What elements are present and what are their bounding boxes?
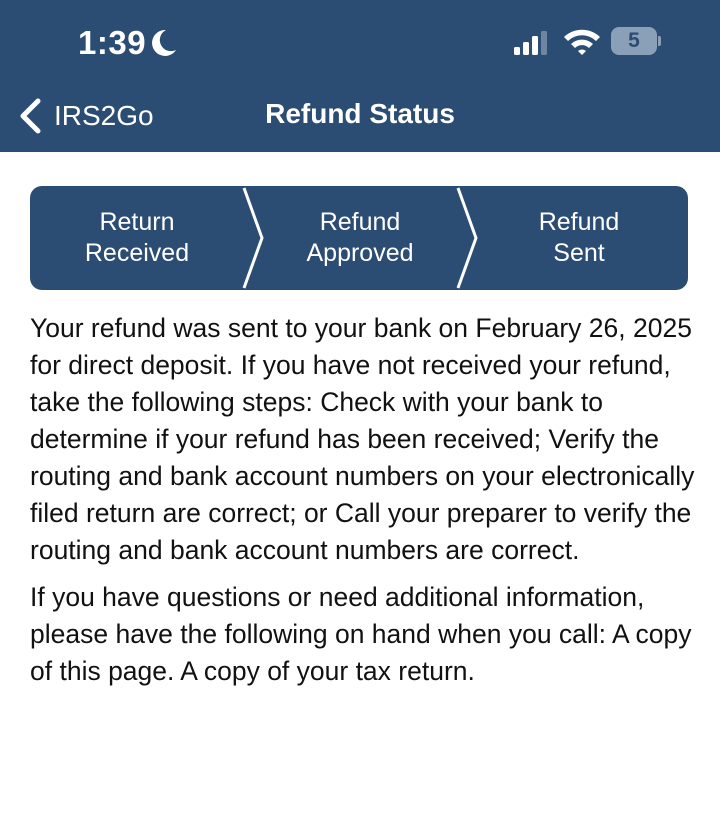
back-button[interactable] <box>18 96 154 136</box>
refund-sent-paragraph: Your refund was sent to your bank on February 26, 2025 for direct deposit. If you have not received your refund, take the following steps: Check with your bank to determine if your refund has been received; Verify the routing and bank account numbers on your electronically filed return are correct; or Call your preparer to verify the routing and bank account numbers are correct. <box>30 313 695 565</box>
app-header <box>0 0 720 152</box>
wifi-icon <box>562 26 602 56</box>
battery-icon <box>611 27 661 55</box>
step-label-line1: Refund <box>319 208 401 236</box>
page-title: Refund Status <box>265 98 455 129</box>
status-time: 1:39 <box>78 24 147 61</box>
back-label: IRS2Go <box>54 100 154 131</box>
step-return-received <box>30 186 244 290</box>
step-label-line2: Sent <box>553 239 605 267</box>
step-refund-approved <box>252 186 468 290</box>
chevron-left-icon <box>18 98 42 134</box>
questions-paragraph: If you have questions or need additional information, please have the following on hand when you call: A copy of this page. A copy of your tax return. <box>30 582 692 686</box>
battery-level: 5 <box>611 27 657 55</box>
moon-icon <box>150 28 178 58</box>
step-refund-sent <box>470 186 688 290</box>
status-bar <box>0 0 720 90</box>
cellular-signal-icon <box>513 30 549 56</box>
step-label-line1: Refund <box>538 208 620 236</box>
battery-tip <box>658 36 661 46</box>
refund-progress-tracker <box>30 186 688 290</box>
step-label-line2: Approved <box>306 239 414 267</box>
step-label-line2: Received <box>84 239 190 267</box>
refund-status-message <box>30 310 700 700</box>
step-label-line1: Return <box>99 208 175 236</box>
